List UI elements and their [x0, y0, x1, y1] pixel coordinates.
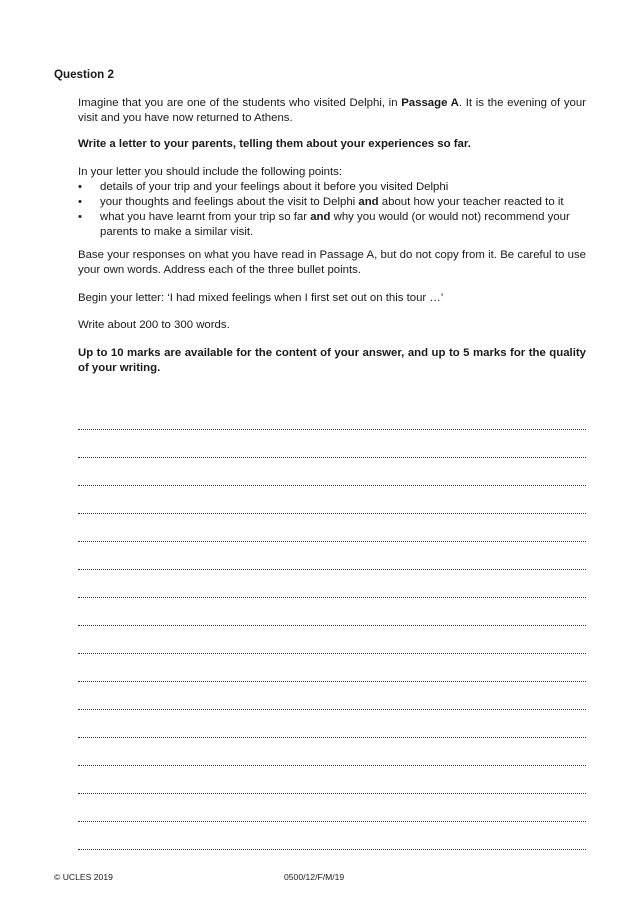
intro-passage-ref: Passage A: [401, 97, 459, 109]
task-instruction: Write a letter to your parents, telling them about your experiences so far.: [78, 138, 471, 150]
bullet-item: [78, 195, 586, 210]
points-intro: In your letter you should include the following points:: [78, 166, 343, 178]
answer-line[interactable]: [78, 486, 586, 514]
begin-letter-instruction: Begin your letter: ‘I had mixed feelings when I first set out on this tour …’: [78, 292, 444, 304]
bullet-emphasis: and: [310, 211, 331, 223]
bullet-marker: •: [78, 196, 82, 208]
word-count-instruction: Write about 200 to 300 words.: [78, 319, 230, 331]
answer-line[interactable]: [78, 822, 586, 850]
bullet-text: details of your trip and your feelings about it before you visited Delphi: [100, 181, 449, 193]
points-section: [78, 165, 586, 240]
footer-paper-code: 0500/12/F/M/19: [284, 872, 345, 882]
base-instructions: Base your responses on what you have read in Passage A, but do not copy from it. Be careful to use your own words. Address each of the three bullet points.: [78, 249, 586, 276]
bullet-marker: •: [78, 181, 82, 193]
answer-area[interactable]: [78, 402, 586, 850]
marks-information: Up to 10 marks are available for the content of your answer, and up to 5 marks for the quality of your writing.: [78, 347, 586, 374]
answer-line[interactable]: [78, 654, 586, 682]
answer-line[interactable]: [78, 402, 586, 430]
answer-line[interactable]: [78, 570, 586, 598]
answer-line[interactable]: [78, 598, 586, 626]
intro-text-1: Imagine that you are one of the students who visited Delphi, in: [78, 97, 402, 109]
question-intro: [78, 96, 586, 126]
footer-copyright: © UCLES 2019: [54, 872, 113, 882]
bullet-item: [78, 210, 586, 240]
answer-line[interactable]: [78, 542, 586, 570]
answer-line[interactable]: [78, 794, 586, 822]
bullet-list: [78, 180, 586, 240]
intro-text-2: . It is the evening of your visit and you have now returned to Athens.: [78, 97, 586, 124]
answer-line[interactable]: [78, 766, 586, 794]
bullet-text: why you would (or would not) recommend your parents to make a similar visit.: [100, 211, 570, 238]
bullet-text: what you have learnt from your trip so far: [100, 211, 311, 223]
answer-line[interactable]: [78, 682, 586, 710]
bullet-text: your thoughts and feelings about the visit to Delphi: [100, 196, 359, 208]
answer-line[interactable]: [78, 458, 586, 486]
answer-line[interactable]: [78, 738, 586, 766]
bullet-item: [78, 180, 586, 195]
answer-line[interactable]: [78, 710, 586, 738]
bullet-emphasis: and: [358, 196, 379, 208]
answer-line[interactable]: [78, 626, 586, 654]
question-title: Question 2: [54, 68, 114, 81]
bullet-text: about how your teacher reacted to it: [378, 196, 564, 208]
bullet-marker: •: [78, 211, 82, 223]
answer-line[interactable]: [78, 430, 586, 458]
answer-line[interactable]: [78, 514, 586, 542]
